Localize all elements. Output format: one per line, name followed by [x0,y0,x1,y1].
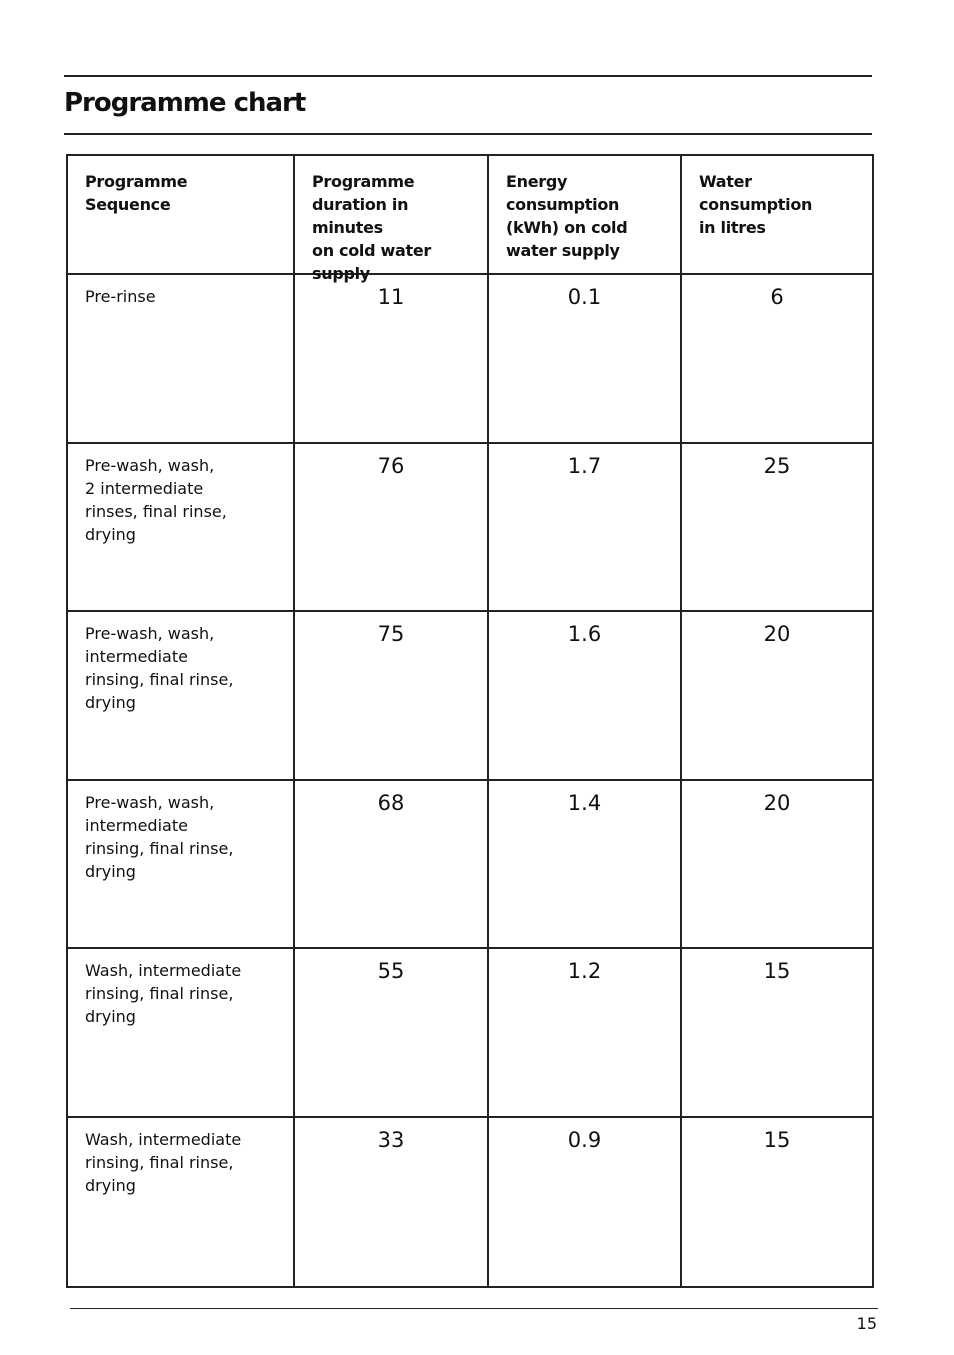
bottom-rule [70,1308,878,1309]
header-programme-duration: Programme duration in minutes on cold water supply [295,156,489,275]
row-3-sequence: Pre-wash, wash, intermediate rinsing, final rinse, drying [68,612,295,781]
row-1-water: 6 [682,275,872,444]
header-programme-sequence: Programme Sequence [68,156,295,275]
header-water-consumption: Water consumption in litres [682,156,872,275]
row-2-duration: 76 [295,444,489,613]
row-3-energy: 1.6 [489,612,682,781]
row-6-sequence: Wash, intermediate rinsing, final rinse, drying [68,1118,295,1287]
row-1-duration: 11 [295,275,489,444]
row-4-energy: 1.4 [489,781,682,950]
title-underline-rule [64,133,872,135]
page-number: 15 [856,1314,877,1333]
header-energy-consumption: Energy consumption (kWh) on cold water supply [489,156,682,275]
row-3-duration: 75 [295,612,489,781]
row-4-sequence: Pre-wash, wash, intermediate rinsing, final rinse, drying [68,781,295,950]
row-1-energy: 0.1 [489,275,682,444]
row-2-water: 25 [682,444,872,613]
row-4-water: 20 [682,781,872,950]
row-6-water: 15 [763,1127,791,1152]
top-rule [64,75,872,77]
row-1-sequence: Pre-rinse [68,275,295,444]
row-4-duration: 68 [295,781,489,950]
page-title: Programme chart [64,88,306,118]
row-3-water: 20 [682,612,872,781]
row-5-energy: 1.2 [489,949,682,1118]
row-2-energy: 1.7 [489,444,682,613]
row-2-sequence: Pre-wash, wash, 2 intermediate rinses, final rinse, drying [68,444,295,613]
row-5-sequence: Wash, intermediate rinsing, final rinse, drying [68,949,295,1118]
programme-table [66,154,874,1288]
row-5-duration: 55 [295,949,489,1118]
row-6-duration: 33 [295,1118,489,1287]
row-6-energy: 0.9 [489,1118,682,1287]
row-5-water: 15 [682,949,872,1118]
